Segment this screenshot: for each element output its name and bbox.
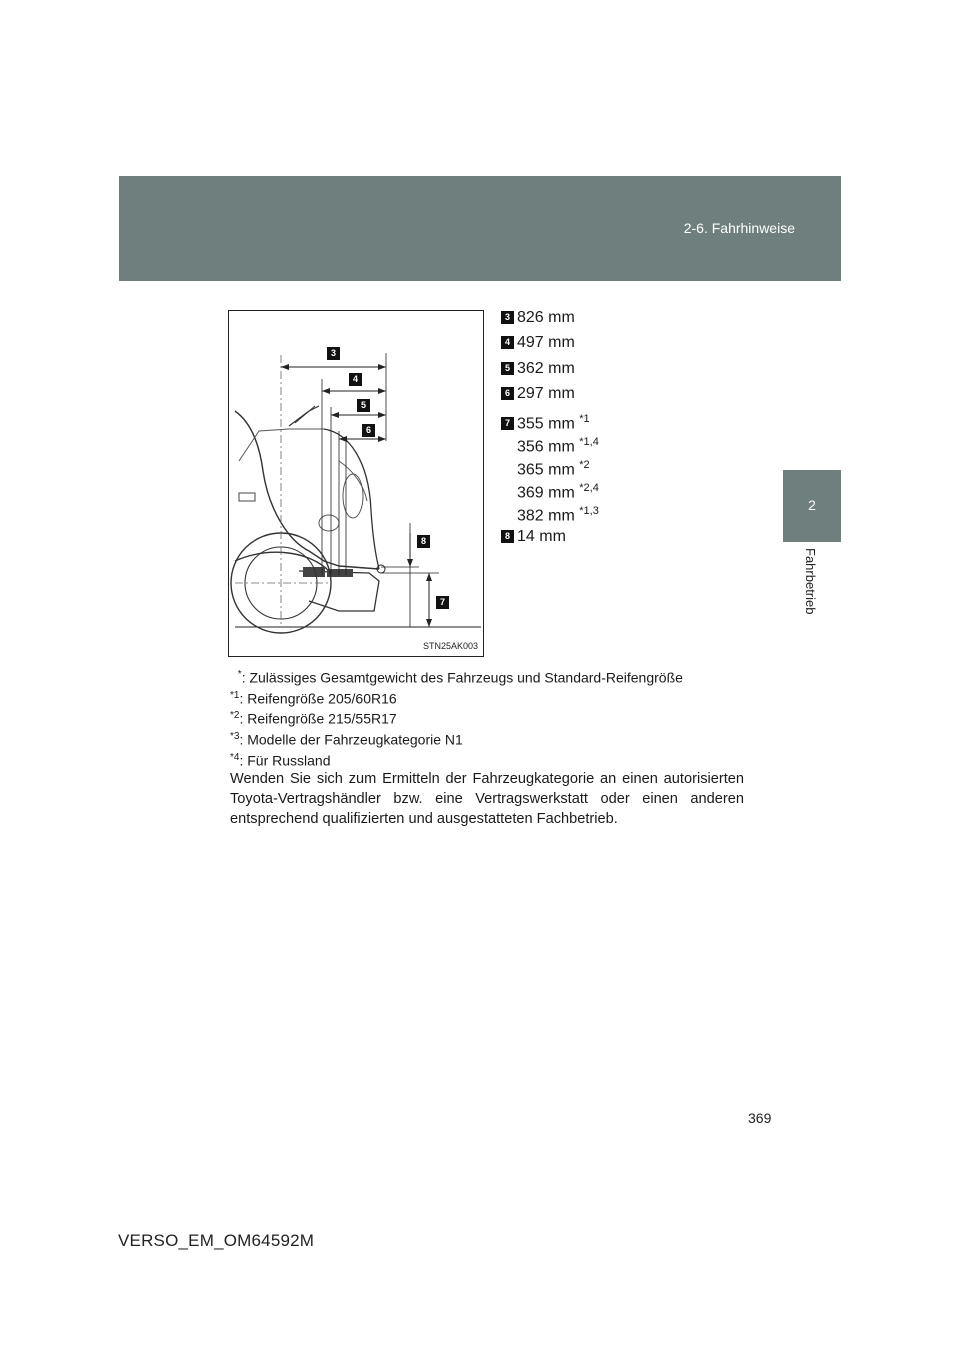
footnote-mark: *1 bbox=[230, 689, 240, 701]
footnote-text: : Für Russland bbox=[239, 752, 331, 769]
measurement-value: 369 mm bbox=[517, 484, 575, 502]
footnote-text: : Zulässiges Gesamtgewicht des Fahrzeugs und Standard-Reifengröße bbox=[241, 669, 683, 686]
measurement-value: 826 mm bbox=[517, 309, 575, 326]
badge-4: 4 bbox=[501, 336, 514, 349]
measurement-row bbox=[501, 526, 566, 548]
chapter-number: 2 bbox=[808, 497, 816, 513]
footnote bbox=[230, 687, 744, 708]
footnote-text: : Modelle der Fahrzeugkategorie N1 bbox=[239, 731, 463, 748]
footnotes-section bbox=[230, 666, 744, 829]
measurement-row bbox=[501, 477, 599, 502]
chapter-label: Fahrbetrieb bbox=[803, 548, 818, 615]
footnote-ref: *2 bbox=[579, 459, 590, 471]
badge-8: 8 bbox=[501, 530, 514, 543]
footnote bbox=[230, 728, 744, 749]
figure-callout-8: 8 bbox=[417, 535, 430, 548]
figure-code: STN25AK003 bbox=[422, 641, 478, 651]
body-paragraph: Wenden Sie sich zum Ermitteln der Fahrzeugkategorie an einen autorisierten Toyota-Vertragshändler bzw. eine Vertragswerkstatt oder einen anderen entsprechend qualifizierten und ausgestatteten Fachbetrieb. bbox=[230, 771, 744, 828]
footnote bbox=[230, 749, 744, 770]
footnote bbox=[230, 666, 744, 687]
figure-callout-5: 5 bbox=[357, 399, 370, 412]
figure-callout-6: 6 bbox=[362, 424, 375, 437]
document-code: VERSO_EM_OM64592M bbox=[118, 1231, 315, 1250]
measurement-row bbox=[501, 307, 575, 329]
footnote-text: : Reifengröße 215/55R17 bbox=[239, 710, 397, 727]
section-title: 2-6. Fahrhinweise bbox=[683, 220, 795, 236]
badge-5: 5 bbox=[501, 362, 514, 375]
chapter-label-container bbox=[783, 548, 841, 638]
footnote-text: : Reifengröße 205/60R16 bbox=[239, 690, 397, 707]
page-number: 369 bbox=[748, 1110, 772, 1126]
measurement-row bbox=[501, 408, 590, 433]
measurement-row bbox=[501, 332, 575, 354]
measurement-value: 14 mm bbox=[517, 528, 566, 545]
measurement-value: 382 mm bbox=[517, 507, 575, 525]
badge-3: 3 bbox=[501, 311, 514, 324]
measurement-row bbox=[501, 383, 575, 405]
footnote-ref: *1,3 bbox=[579, 505, 599, 517]
measurement-value: 297 mm bbox=[517, 385, 575, 402]
page-header-bar bbox=[119, 176, 841, 281]
chapter-tab bbox=[783, 470, 841, 542]
footnote-mark: *2 bbox=[230, 710, 240, 722]
measurement-value: 356 mm bbox=[517, 438, 575, 456]
measurement-value: 365 mm bbox=[517, 461, 575, 479]
figure-callout-4: 4 bbox=[349, 373, 362, 386]
footnote-ref: *2,4 bbox=[579, 482, 599, 494]
measurement-row bbox=[501, 454, 590, 479]
figure-callout-7: 7 bbox=[436, 596, 449, 609]
measurement-value: 355 mm bbox=[517, 415, 575, 433]
measurement-row bbox=[501, 500, 599, 525]
figure-callout-3: 3 bbox=[327, 347, 340, 360]
measurement-row bbox=[501, 431, 599, 456]
footnote-mark: *3 bbox=[230, 730, 240, 742]
footnote-mark: * bbox=[237, 669, 242, 680]
measurement-row bbox=[501, 358, 575, 380]
footnote-ref: *1,4 bbox=[579, 436, 599, 448]
measurement-value: 497 mm bbox=[517, 334, 575, 351]
measurement-value: 362 mm bbox=[517, 360, 575, 377]
badge-6: 6 bbox=[501, 387, 514, 400]
footnote bbox=[230, 707, 744, 728]
badge-7: 7 bbox=[501, 417, 514, 430]
footnote-mark: *4 bbox=[230, 751, 240, 763]
footnote-ref: *1 bbox=[579, 413, 590, 425]
vehicle-rear-diagram bbox=[228, 310, 484, 657]
